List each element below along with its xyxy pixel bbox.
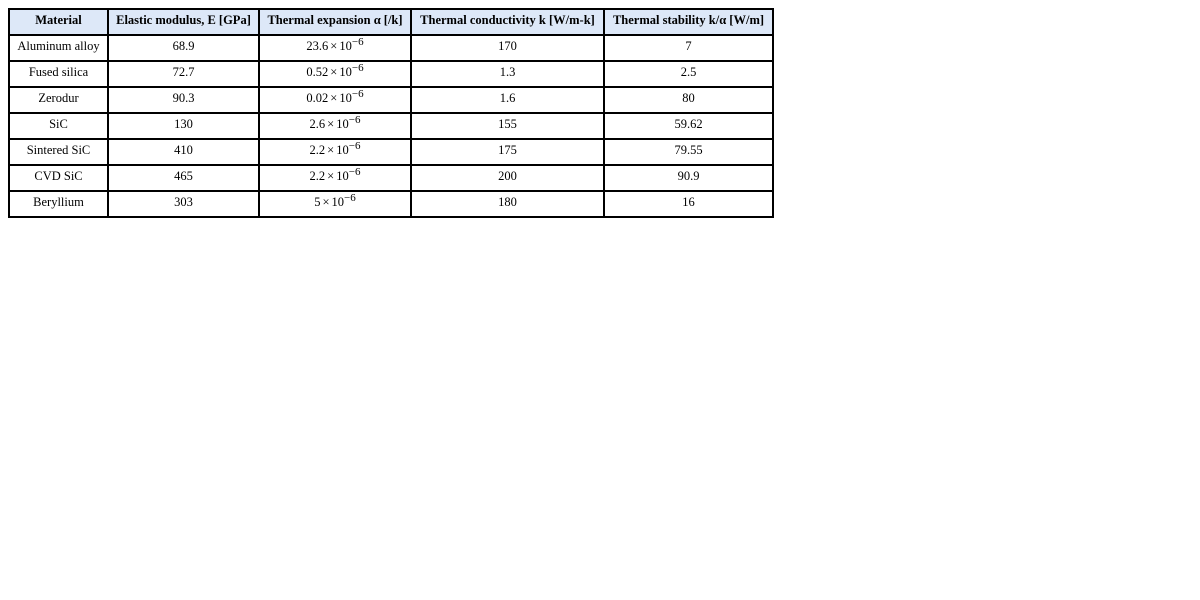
cell-thermal-conductivity: 200 (411, 165, 604, 191)
multiply-sign: × (327, 169, 335, 183)
expansion-base: 10 (331, 195, 345, 209)
expansion-mantissa: 2.2 (309, 169, 326, 183)
cell-material: Aluminum alloy (9, 35, 108, 61)
expansion-exponent: −6 (344, 192, 356, 204)
expansion-exponent: −6 (351, 62, 364, 74)
cell-thermal-stability: 90.9 (604, 165, 773, 191)
cell-elastic-modulus: 130 (108, 113, 259, 139)
expansion-mantissa: 0.02 (306, 91, 329, 105)
cell-thermal-expansion (259, 35, 411, 61)
cell-elastic-modulus: 410 (108, 139, 259, 165)
cell-thermal-conductivity: 170 (411, 35, 604, 61)
header-row (9, 9, 773, 35)
multiply-sign: × (330, 39, 338, 53)
expansion-mantissa: 2.2 (309, 143, 326, 157)
expansion-base: 10 (336, 143, 349, 157)
multiply-sign: × (330, 65, 338, 79)
cell-material: Beryllium (9, 191, 108, 217)
cell-elastic-modulus: 68.9 (108, 35, 259, 61)
table-row (9, 191, 773, 217)
cell-elastic-modulus: 465 (108, 165, 259, 191)
cell-thermal-stability: 79.55 (604, 139, 773, 165)
cell-thermal-expansion (259, 165, 411, 191)
cell-thermal-stability: 7 (604, 35, 773, 61)
cell-material: Fused silica (9, 61, 108, 87)
cell-thermal-conductivity: 1.6 (411, 87, 604, 113)
cell-elastic-modulus: 90.3 (108, 87, 259, 113)
cell-material: Zerodur (9, 87, 108, 113)
cell-thermal-expansion (259, 139, 411, 165)
expansion-base: 10 (339, 91, 352, 105)
expansion-base: 10 (339, 39, 352, 53)
table-body (9, 35, 773, 217)
multiply-sign: × (327, 143, 335, 157)
expansion-exponent: −6 (348, 140, 361, 152)
table-row (9, 87, 773, 113)
header-elastic-modulus: Elastic modulus, E [GPa] (108, 9, 259, 35)
cell-thermal-conductivity: 1.3 (411, 61, 604, 87)
material-properties-table (8, 8, 774, 218)
header-thermal-conductivity: Thermal conductivity k [W/m-k] (411, 9, 604, 35)
table-row (9, 61, 773, 87)
header-thermal-stability: Thermal stability k/α [W/m] (604, 9, 773, 35)
multiply-sign: × (327, 117, 335, 131)
expansion-exponent: −6 (351, 88, 364, 100)
expansion-exponent: −6 (348, 166, 361, 178)
cell-material: CVD SiC (9, 165, 108, 191)
cell-thermal-expansion (259, 61, 411, 87)
expansion-exponent: −6 (351, 36, 364, 48)
cell-thermal-conductivity: 180 (411, 191, 604, 217)
multiply-sign: × (322, 195, 330, 209)
table-row (9, 113, 773, 139)
cell-thermal-stability: 59.62 (604, 113, 773, 139)
expansion-mantissa: 5 (314, 195, 321, 209)
expansion-base: 10 (336, 169, 349, 183)
cell-thermal-expansion (259, 113, 411, 139)
table-row (9, 165, 773, 191)
expansion-mantissa: 0.52 (306, 65, 329, 79)
expansion-mantissa: 23.6 (306, 39, 329, 53)
header-thermal-expansion: Thermal expansion α [/k] (259, 9, 411, 35)
cell-thermal-stability: 80 (604, 87, 773, 113)
table-header (9, 9, 773, 35)
cell-thermal-stability: 2.5 (604, 61, 773, 87)
cell-thermal-conductivity: 175 (411, 139, 604, 165)
expansion-base: 10 (336, 117, 349, 131)
cell-thermal-expansion (259, 87, 411, 113)
table-row (9, 35, 773, 61)
table-row (9, 139, 773, 165)
table-wrapper (8, 8, 774, 218)
cell-material: SiC (9, 113, 108, 139)
expansion-base: 10 (339, 65, 352, 79)
header-material: Material (9, 9, 108, 35)
cell-thermal-conductivity: 155 (411, 113, 604, 139)
cell-elastic-modulus: 72.7 (108, 61, 259, 87)
cell-thermal-stability: 16 (604, 191, 773, 217)
expansion-mantissa: 2.6 (309, 117, 326, 131)
multiply-sign: × (330, 91, 338, 105)
cell-material: Sintered SiC (9, 139, 108, 165)
cell-thermal-expansion (259, 191, 411, 217)
cell-elastic-modulus: 303 (108, 191, 259, 217)
expansion-exponent: −6 (348, 114, 361, 126)
